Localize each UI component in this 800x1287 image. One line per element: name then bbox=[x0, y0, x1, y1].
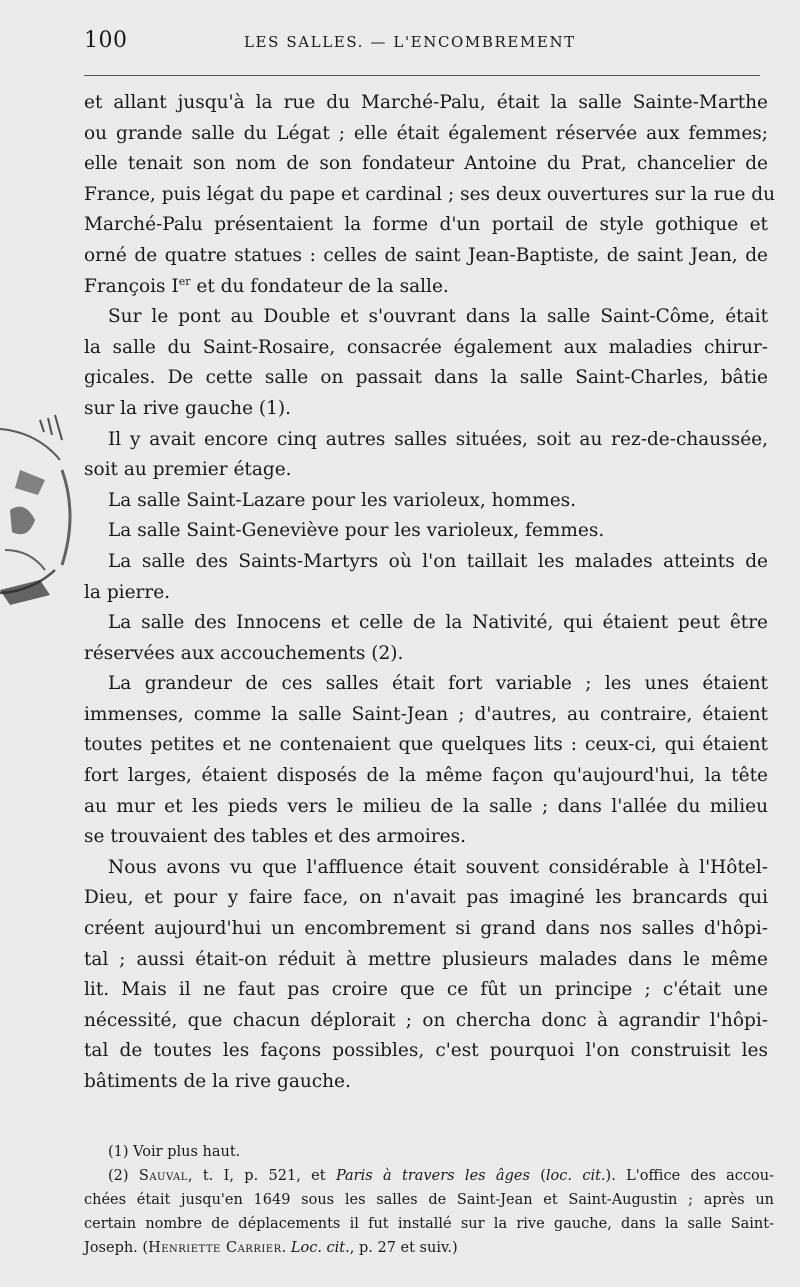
running-title: LES SALLES. — L'ENCOMBREMENT bbox=[244, 33, 576, 51]
text-line: la salle du Saint-Rosaire, consacrée également aux maladies chirur- bbox=[84, 336, 768, 358]
text-line: lit. Mais il ne faut pas croire que ce fût un principe ; c'était une bbox=[84, 979, 768, 1001]
page-header bbox=[84, 28, 760, 62]
ordinal-superscript: er bbox=[178, 274, 191, 288]
footnote-book-title: Paris à travers les âges bbox=[335, 1168, 530, 1184]
text-line: nécessité, que chacun déplorait ; on chercha donc à agrandir l'hôpi- bbox=[84, 1009, 768, 1031]
francois-rest: et du fondateur de la salle. bbox=[190, 275, 449, 297]
footnote-text: ( bbox=[529, 1168, 546, 1184]
text-line: immenses, comme la salle Saint-Jean ; d'autres, au contraire, étaient bbox=[84, 703, 768, 725]
footnote-author: Henriette Carrier bbox=[148, 1240, 282, 1256]
footnote-1: (1) Voir plus haut. bbox=[108, 1144, 241, 1160]
text-line: réservées aux accouchements (2). bbox=[84, 642, 404, 664]
text-line: créent aujourd'hui un encombrement si grand dans nos salles d'hôpi- bbox=[84, 918, 768, 940]
text-line: orné de quatre statues : celles de saint Jean-Baptiste, de saint Jean, de bbox=[84, 244, 768, 266]
footnote-loc-cit: loc. cit. bbox=[545, 1168, 606, 1184]
footnote-text: . bbox=[281, 1240, 291, 1256]
footnote-loc-cit: Loc. cit. bbox=[290, 1240, 350, 1256]
main-text bbox=[84, 88, 776, 1098]
text-line: elle tenait son nom de son fondateur Antoine du Prat, chancelier de bbox=[84, 153, 768, 175]
footnote-2-line bbox=[84, 1236, 774, 1260]
footnote-2 bbox=[84, 1164, 774, 1188]
text-line: tal de toutes les façons possibles, c'est pourquoi l'on construisit les bbox=[84, 1040, 768, 1062]
text-line bbox=[84, 272, 768, 303]
text-line: Dieu, et pour y faire face, on n'avait pas imaginé les brancards qui bbox=[84, 887, 768, 909]
text-line: soit au premier étage. bbox=[84, 459, 292, 481]
text-line: Nous avons vu que l'affluence était souvent considérable à l'Hôtel- bbox=[108, 856, 768, 878]
text-line: la pierre. bbox=[84, 581, 171, 603]
text-line: Marché-Palu présentaient la forme d'un portail de style gothique et bbox=[84, 214, 768, 236]
text-line: sur la rive gauche (1). bbox=[84, 397, 291, 419]
footnote-text: , p. 27 et suiv.) bbox=[349, 1240, 458, 1256]
text-line: Sur le pont au Double et s'ouvrant dans la salle Saint-Côme, était bbox=[108, 306, 768, 328]
text-line: La salle des Saints-Martyrs où l'on taillait les malades atteints de bbox=[108, 550, 768, 572]
text-line: France, puis légat du pape et cardinal ; ses deux ouvertures sur la rue du bbox=[84, 183, 776, 205]
footnotes bbox=[84, 1140, 774, 1260]
footnote-2-line: certain nombre de déplacements il fut installé sur la rive gauche, dans la salle Saint- bbox=[84, 1216, 774, 1232]
footnote-text: Joseph. ( bbox=[84, 1240, 149, 1256]
text-line: tal ; aussi était-on réduit à mettre plusieurs malades dans le même bbox=[84, 948, 768, 970]
text-line: ou grande salle du Légat ; elle était également réservée aux femmes; bbox=[84, 122, 768, 144]
footnote-2-line: chées était jusqu'en 1649 sous les salles de Saint-Jean et Saint-Augustin ; après un bbox=[84, 1192, 774, 1208]
footnote-number: (2) bbox=[108, 1168, 139, 1184]
text-line: gicales. De cette salle on passait dans la salle Saint-Charles, bâtie bbox=[84, 367, 768, 389]
text-line: toutes petites et ne contenaient que quelques lits : ceux-ci, qui étaient bbox=[84, 734, 768, 756]
text-line: et allant jusqu'à la rue du Marché-Palu, était la salle Sainte-Marthe bbox=[84, 92, 768, 113]
text-line: bâtiments de la rive gauche. bbox=[84, 1071, 351, 1092]
text-line: La salle des Innocens et celle de la Nativité, qui étaient peut être bbox=[108, 612, 768, 634]
text-line: fort larges, étaient disposés de la même façon qu'aujourd'hui, la tête bbox=[84, 765, 768, 787]
footnote-text: ). L'office des accou- bbox=[605, 1168, 774, 1184]
library-stamp-icon bbox=[0, 400, 90, 620]
text-line: Il y avait encore cinq autres salles situées, soit au rez-de-chaussée, bbox=[108, 428, 768, 450]
francois-text: François I bbox=[84, 275, 179, 297]
footnote-text: , t. I, p. 521, et bbox=[187, 1168, 336, 1184]
footnote-author: Sauval bbox=[138, 1168, 188, 1184]
header-rule bbox=[84, 75, 760, 76]
text-line: La grandeur de ces salles était fort variable ; les unes étaient bbox=[108, 673, 768, 695]
text-line: se trouvaient des tables et des armoires. bbox=[84, 826, 467, 848]
text-line: au mur et les pieds vers le milieu de la salle ; dans l'allée du milieu bbox=[84, 795, 768, 817]
page-number: 100 bbox=[84, 28, 128, 53]
text-line: La salle Saint-Geneviève pour les varioleux, femmes. bbox=[108, 520, 605, 542]
text-line: La salle Saint-Lazare pour les varioleux, hommes. bbox=[108, 489, 577, 511]
